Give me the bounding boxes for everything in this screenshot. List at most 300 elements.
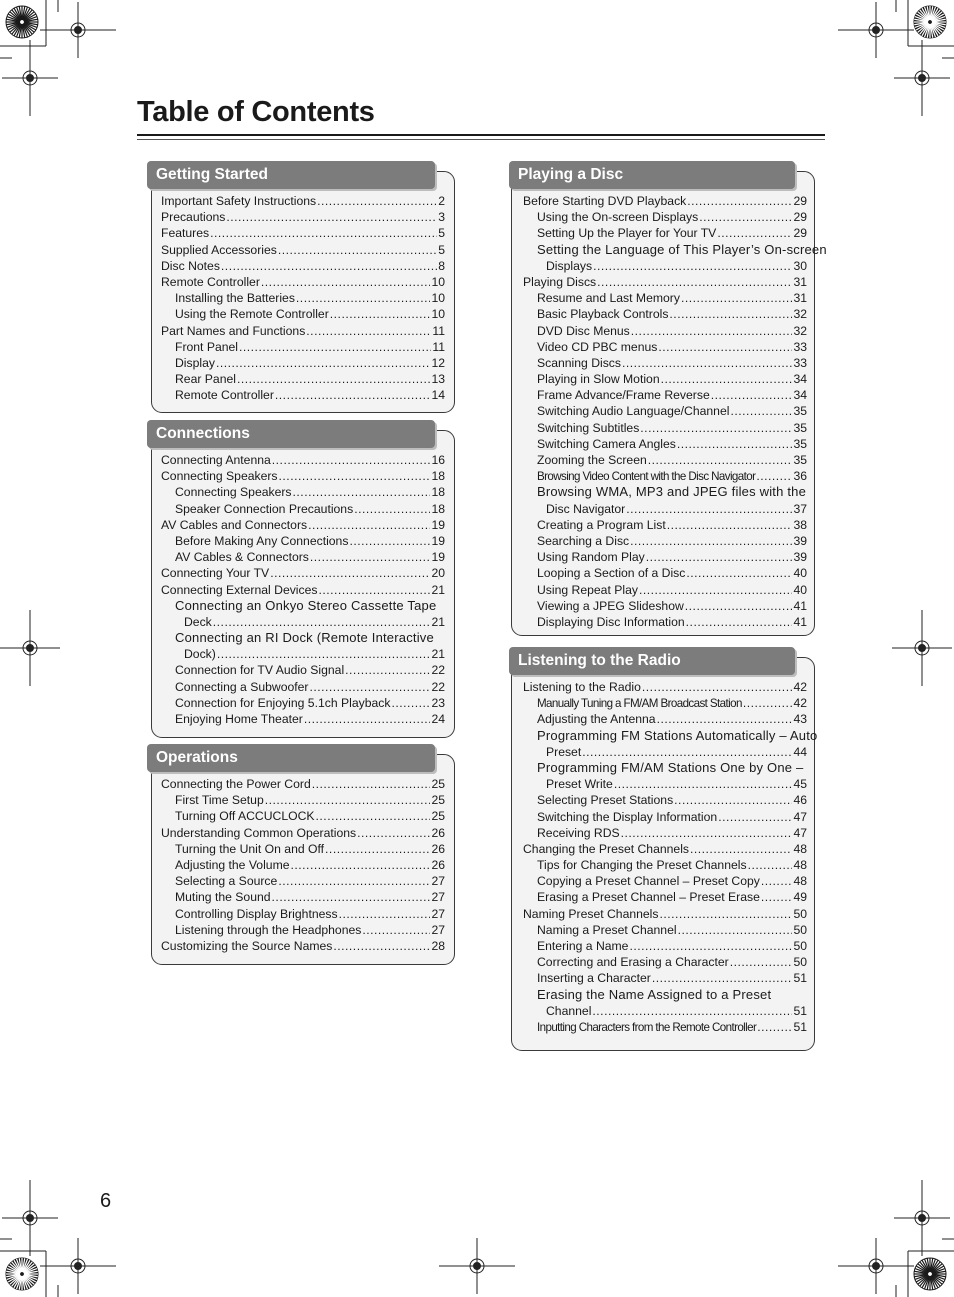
toc-entry-page: 48 [793,841,807,856]
toc-entry-title: Listening to the Radio [523,680,641,694]
toc-entry-title: Turning the Unit On and Off [175,841,325,856]
leader-dots [270,565,430,581]
toc-entry [523,290,807,306]
toc-entry [523,549,807,565]
toc-entry-title: Disc Navigator [546,501,626,516]
toc-entry-page: 32 [793,323,807,338]
leader-dots [339,906,431,922]
toc-entry-page: 33 [793,355,807,370]
toc-entry-page: 51 [793,971,807,986]
toc-entry-page: 35 [793,420,807,435]
toc-entry [523,695,807,711]
toc-entry-title: Channel [546,1003,592,1018]
leader-dots [291,857,431,873]
leader-dots [711,387,793,403]
toc-entry-page: 47 [793,825,807,840]
toc-entry-page: 42 [793,680,807,694]
toc-entry [523,241,827,258]
toc-entry-page: 45 [793,777,807,792]
toc-entry [161,306,445,322]
toc-entry-title: Playing in Slow Motion [537,372,660,387]
leader-dots [275,387,431,403]
toc-entry [161,906,445,922]
toc-entry-page: 34 [793,372,807,387]
toc-entry-title: Receiving RDS [537,825,620,840]
toc-entry [523,225,807,241]
toc-entry [161,679,445,695]
toc-entry [523,809,807,825]
toc-entry [523,436,807,452]
toc-entry [161,193,445,209]
toc-entry [523,873,807,889]
toc-entry-title: Scanning Discs [537,355,621,370]
toc-entry [523,323,807,339]
toc-entry [523,954,807,970]
toc-entry-title: Entering a Name [537,939,629,953]
leader-dots [272,889,431,905]
leader-dots [333,938,430,954]
leader-dots [657,711,793,727]
toc-entry [523,209,807,225]
toc-entry-page: 32 [793,307,807,322]
toc-entry-page: 20 [431,566,445,581]
toc-entry-title: Rear Panel [175,372,236,387]
leader-dots [761,889,793,905]
toc-entry [523,970,807,986]
toc-entry-page: 13 [431,372,445,387]
toc-entry-page: 34 [793,388,807,403]
leader-dots [674,792,792,808]
toc-entry-title: Switching Camera Angles [537,436,676,451]
toc-entry-page: 26 [431,857,445,872]
toc-entry-page: 51 [793,1003,807,1018]
toc-entry [523,825,807,841]
toc-entry [523,679,807,695]
toc-entry-title: Before Starting DVD Playback [523,194,687,208]
leader-dots [717,225,792,241]
toc-entry [161,274,445,290]
toc-entry [161,582,445,598]
toc-entry [161,598,445,614]
toc-entry-page: 31 [793,291,807,306]
toc-entry-title: Turning Off ACCUCLOCK [175,809,315,824]
toc-entry-page: 3 [438,210,445,225]
toc-entry-title: Zooming the Screen [537,453,647,467]
toc-entry-title: Important Safety Instructions [161,194,317,208]
leader-dots [226,209,437,225]
title-rule [137,134,825,136]
toc-entry-title: Connecting Speakers [175,485,292,500]
toc-entry-title: Remote Controller [161,274,260,289]
toc-entry [523,468,807,484]
toc-entry-title: Connection for TV Audio Signal [175,663,345,678]
leader-dots [237,371,430,387]
toc-entry-title: Connecting Speakers [161,469,278,484]
toc-entry-title: Setting Up the Player for Your TV [537,226,717,241]
leader-dots [652,970,793,986]
leader-dots [319,582,431,598]
toc-entry [523,889,807,905]
toc-entry [523,501,807,517]
leader-dots [304,711,431,727]
toc-entry-page: 27 [431,906,445,921]
toc-entry-title: Preset Write [546,777,613,792]
leader-dots [648,452,793,468]
toc-entry-title: Using Repeat Play [537,582,638,597]
toc-entry-page: 27 [431,890,445,905]
toc-entry-title: Installing the Batteries [175,291,295,306]
toc-entry [161,808,445,824]
toc-entry-title: Naming Preset Channels [523,906,659,921]
toc-entry [161,501,445,517]
toc-entry-title: Supplied Accessories [161,242,277,257]
toc-entry-title: Creating a Program List [537,517,666,532]
toc-entry-title: Switching Audio Language/Channel [537,404,730,419]
leader-dots [677,436,793,452]
toc-entry-title: Understanding Common Operations [161,825,357,840]
toc-entry-page: 41 [793,598,807,613]
toc-entry [523,452,807,468]
toc-entry [523,760,807,776]
leader-dots [661,371,793,387]
toc-entry-page: 29 [793,210,807,225]
toc-entry-title: Connecting an RI Dock (Remote Interactive [175,630,434,646]
leader-dots [622,355,792,371]
leader-dots [278,242,437,258]
toc-entry-title: Deck [184,614,212,629]
leader-dots [730,954,793,970]
toc-entry [161,841,445,857]
leader-dots [699,209,792,225]
toc-list-operations [161,776,445,954]
toc-entry [523,906,807,922]
leader-dots [660,906,793,922]
toc-entry-title: Precautions [161,210,226,225]
toc-list-playing-a-disc [523,193,827,630]
toc-entry [523,711,807,727]
toc-entry [161,776,445,792]
leader-dots [686,614,793,630]
toc-entry [523,387,807,403]
toc-entry [161,387,445,403]
toc-entry [161,468,445,484]
toc-entry-title: DVD Disc Menus [537,323,630,338]
toc-entry-title: Connection for Enjoying 5.1ch Playback [175,695,391,710]
toc-entry-title: Setting the Language of This Player’s On-screen [537,241,827,257]
toc-entry-title: Viewing a JPEG Slideshow [537,598,684,613]
toc-entry [523,614,807,630]
toc-entry-page: 21 [431,647,445,662]
leader-dots [757,1019,792,1035]
toc-entry [161,517,445,533]
toc-entry-title: Display [175,355,215,370]
leader-dots [354,501,430,517]
toc-entry [161,662,445,678]
leader-dots [357,825,430,841]
leader-dots [718,809,792,825]
toc-entry-page: 5 [438,242,445,257]
toc-entry [161,371,445,387]
toc-entry-title: Programming FM/AM Stations One by One – [537,759,804,775]
toc-entry-page: 50 [793,939,807,953]
leader-dots [316,808,431,824]
leader-dots [293,484,431,500]
toc-entry-page: 12 [431,355,445,370]
toc-entry [523,841,807,857]
leader-dots [213,614,431,630]
toc-entry [523,355,807,371]
toc-entry [523,403,807,419]
toc-entry-title: Playing Discs [523,274,597,289]
toc-entry-title: Muting the Sound [175,890,271,905]
toc-entry-page: 48 [793,874,807,889]
toc-entry-page: 50 [793,906,807,921]
toc-entry-title: Controlling Display Brightness [175,906,338,921]
toc-entry-title: Searching a Disc [537,533,630,548]
toc-entry-title: Switching Subtitles [537,420,640,435]
toc-entry [523,339,807,355]
toc-entry-title: Features [161,226,210,241]
leader-dots [278,873,430,889]
toc-entry-page: 16 [431,453,445,467]
toc-entry-page: 39 [793,533,807,548]
toc-entry [161,711,445,727]
toc-entry [161,290,445,306]
toc-entry-title: Tips for Changing the Preset Channels [537,858,747,873]
toc-entry [161,258,445,274]
leader-dots [272,452,431,468]
toc-entry-page: 36 [793,469,807,484]
toc-entry [161,646,445,662]
toc-entry-page: 39 [793,550,807,565]
leader-dots [629,938,792,954]
leader-dots [582,744,792,760]
toc-entry-title: Speaker Connection Precautions [175,501,354,516]
leader-dots [362,922,430,938]
toc-entry-title: Connecting an Onkyo Stereo Cassette Tape [175,597,437,613]
leader-dots [597,274,792,290]
toc-entry-title: Listening through the Headphones [175,922,362,937]
toc-entry-title: Connecting Antenna [161,453,271,467]
leader-dots [239,339,431,355]
toc-entry-title: Video CD PBC menus [537,339,658,354]
toc-entry-title: Before Making Any Connections [175,533,349,548]
leader-dots [261,274,431,290]
toc-entry [161,225,445,241]
starburst-target-icon [6,6,38,38]
toc-entry-title: Connecting the Power Cord [161,777,311,791]
section-title-listening-to-the-radio: Listening to the Radio [509,647,795,675]
toc-entry [161,889,445,905]
toc-entry-title: Correcting and Erasing a Character [537,955,729,970]
toc-entry-page: 25 [431,809,445,824]
toc-entry-page: 31 [793,274,807,289]
toc-entry-title: Looping a Section of a Disc [537,566,686,581]
toc-entry [523,776,807,792]
toc-entry-page: 25 [431,777,445,791]
toc-entry [523,922,807,938]
toc-entry [161,614,445,630]
toc-entry-title: Browsing Video Content with the Disc Navigator [537,470,756,484]
toc-entry [523,420,807,436]
section-title-playing-a-disc: Playing a Disc [509,161,795,189]
toc-entry-title: Selecting a Source [175,874,278,889]
leader-dots [221,258,437,274]
toc-list-listening-to-the-radio [523,679,818,1035]
leader-dots [216,355,430,371]
toc-list-connections [161,452,445,727]
leader-dots [391,695,430,711]
toc-entry-page: 43 [793,712,807,727]
toc-entry [523,1019,807,1035]
toc-entry [161,695,445,711]
toc-entry-title: Naming a Preset Channel [537,922,677,937]
toc-entry-title: Remote Controller [175,388,274,403]
leader-dots [667,517,793,533]
toc-entry-page: 37 [793,501,807,516]
leader-dots [681,290,793,306]
toc-entry-title: Displaying Disc Information [537,614,685,629]
toc-entry-page: 28 [431,938,445,953]
toc-entry-page: 26 [431,841,445,856]
toc-entry-page: 18 [431,485,445,500]
toc-entry-page: 21 [431,614,445,629]
toc-entry-title: Selecting Preset Stations [537,793,674,808]
leader-dots [621,825,793,841]
leader-dots [349,533,430,549]
toc-entry [161,452,445,468]
toc-entry [523,792,807,808]
toc-entry [161,549,445,565]
toc-entry [523,1003,807,1019]
leader-dots [265,792,431,808]
toc-entry-title: Basic Playback Controls [537,307,669,322]
toc-entry [161,484,445,500]
leader-dots [330,306,431,322]
title-rule-thin [137,139,825,140]
leader-dots [639,582,792,598]
leader-dots [743,695,793,711]
toc-entry-title: Frame Advance/Frame Reverse [537,388,710,403]
toc-entry-title: Connecting Your TV [161,566,270,581]
toc-entry-page: 23 [431,695,445,710]
section-title-getting-started: Getting Started [147,161,435,189]
toc-entry-page: 10 [431,307,445,322]
toc-entry-title: AV Cables & Connectors [175,550,309,565]
toc-entry-title: Using the Remote Controller [175,307,329,322]
page-title: Table of Contents [137,96,375,128]
toc-entry-title: Adjusting the Antenna [537,712,656,727]
toc-entry-page: 18 [431,469,445,484]
toc-entry-page: 38 [793,517,807,532]
toc-entry-page: 14 [431,388,445,403]
toc-entry-page: 42 [793,696,807,711]
leader-dots [730,403,792,419]
toc-entry-page: 29 [793,194,807,208]
toc-entry [161,242,445,258]
leader-dots [761,873,793,889]
toc-entry [523,582,807,598]
toc-entry-title: Dock) [184,647,216,662]
toc-entry-page: 10 [431,274,445,289]
toc-entry-page: 26 [431,825,445,840]
leader-dots [626,501,792,517]
leader-dots [685,598,793,614]
toc-entry-title: Resume and Last Memory [537,291,680,306]
toc-entry-page: 47 [793,809,807,824]
toc-entry-page: 19 [431,517,445,532]
toc-entry-page: 48 [793,858,807,873]
toc-entry-page: 2 [438,194,445,208]
toc-entry-title: Using the On-screen Displays [537,210,699,225]
toc-entry-title: Displays [546,258,593,273]
toc-entry-page: 33 [793,339,807,354]
leader-dots [690,841,792,857]
toc-entry-page: 46 [793,793,807,808]
leader-dots [630,533,792,549]
toc-entry-title: Front Panel [175,339,239,354]
toc-entry-page: 10 [431,291,445,306]
toc-entry-title: Adjusting the Volume [175,857,290,872]
leader-dots [210,225,437,241]
toc-entry [523,274,807,290]
toc-entry-page: 51 [793,1019,807,1034]
toc-entry-title: Browsing WMA, MP3 and JPEG files with the [537,484,807,500]
toc-entry-title: Switching the Display Information [537,809,718,824]
toc-entry [161,873,445,889]
toc-entry-page: 35 [793,436,807,451]
leader-dots [614,776,793,792]
leader-dots [678,922,793,938]
toc-entry [161,565,445,581]
toc-entry-page: 25 [431,793,445,808]
toc-entry [161,938,445,954]
toc-entry-title: Programming FM Stations Automatically – Auto [537,727,818,743]
toc-entry [523,533,807,549]
toc-entry-page: 5 [438,226,445,241]
toc-list-getting-started [161,193,445,403]
toc-entry [161,323,445,339]
toc-entry-page: 11 [432,339,445,354]
toc-entry [523,987,807,1003]
leader-dots [593,258,792,274]
toc-entry-page: 27 [431,922,445,937]
toc-entry-page: 19 [431,550,445,565]
section-title-operations: Operations [147,744,435,772]
toc-entry-title: Erasing the Name Assigned to a Preset [537,986,772,1002]
toc-entry-page: 21 [431,582,445,597]
toc-entry-page: 30 [793,258,807,273]
toc-entry [161,339,445,355]
toc-entry-page: 27 [431,874,445,889]
leader-dots [669,306,792,322]
toc-entry-title: Connecting External Devices [161,582,318,597]
leader-dots [310,549,431,565]
toc-entry-page: 49 [793,890,807,905]
toc-entry-page: 11 [432,323,445,338]
toc-entry-title: Enjoying Home Theater [175,712,303,726]
leader-dots [686,565,792,581]
toc-entry-page: 18 [431,501,445,516]
toc-entry [523,484,807,500]
toc-entry-page: 40 [793,582,807,597]
toc-entry-page: 29 [793,226,807,241]
leader-dots [325,841,430,857]
leader-dots [631,323,793,339]
leader-dots [658,339,792,355]
starburst-target-icon [914,6,946,38]
toc-entry-page: 19 [431,533,445,548]
